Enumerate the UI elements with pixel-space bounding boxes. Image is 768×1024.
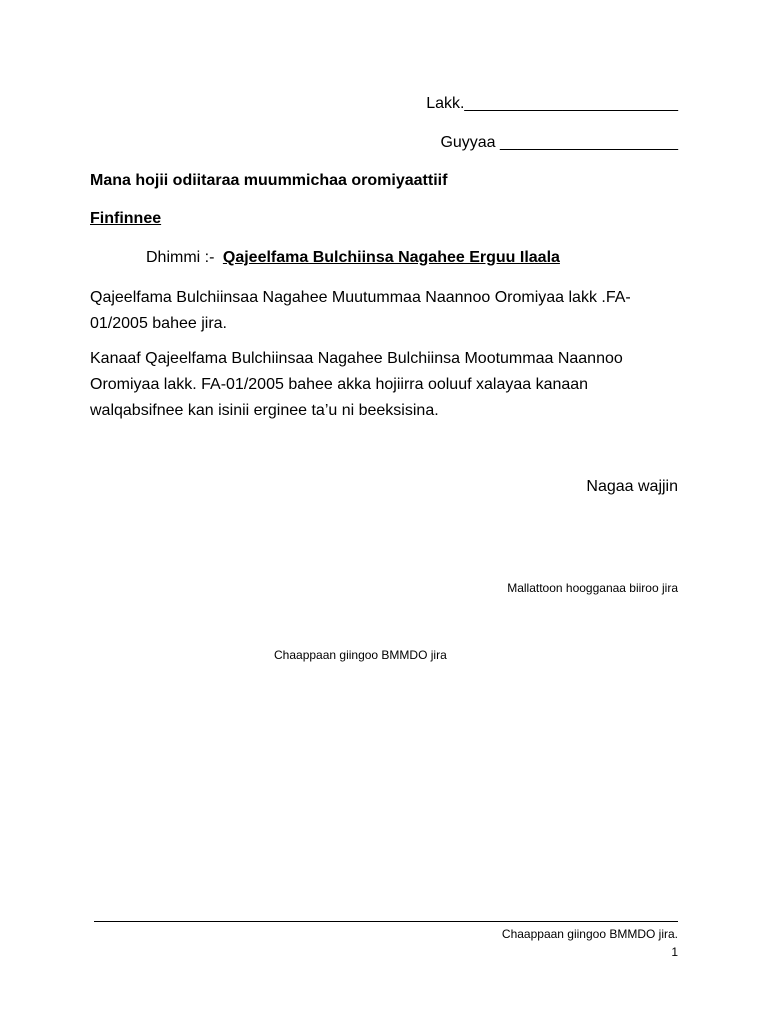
stamp-note: Chaappaan giingoo BMMDO jira (274, 648, 447, 662)
footer-divider (94, 921, 678, 922)
recipient-line: Mana hojii odiitaraa muummichaa oromiyaattiif (90, 172, 448, 189)
subject-line (146, 249, 560, 267)
closing-salutation: Nagaa wajjin (586, 478, 678, 495)
subject-label: Dhimmi :- (146, 249, 219, 266)
reference-number-line: Lakk.________________________ (426, 95, 678, 112)
signatory-note: Mallattoon hoogganaa biiroo jira (507, 581, 678, 595)
footer-text: Chaappaan giingoo BMMDO jira. (501, 927, 678, 941)
body-paragraph-1: Qajeelfama Bulchiinsaa Nagahee Muutummaa Naannoo Oromiyaa lakk .FA-01/2005 bahee jira. (90, 289, 631, 332)
page-number: 1 (671, 945, 678, 959)
recipient-city: Finfinnee (90, 210, 162, 227)
date-line: Guyyaa ____________________ (440, 134, 678, 151)
subject-title: Qajeelfama Bulchiinsa Nagahee Erguu Ilaala (222, 249, 560, 266)
body-paragraph-2: Kanaaf Qajeelfama Bulchiinsaa Nagahee Bulchiinsa Mootummaa Naannoo Oromiyaa lakk. FA-01/2005 bahee akka hojiirra ooluuf xalayaa kanaan walqabsifnee kan isinii erginee ta’u ni beeksisina. (90, 350, 623, 419)
